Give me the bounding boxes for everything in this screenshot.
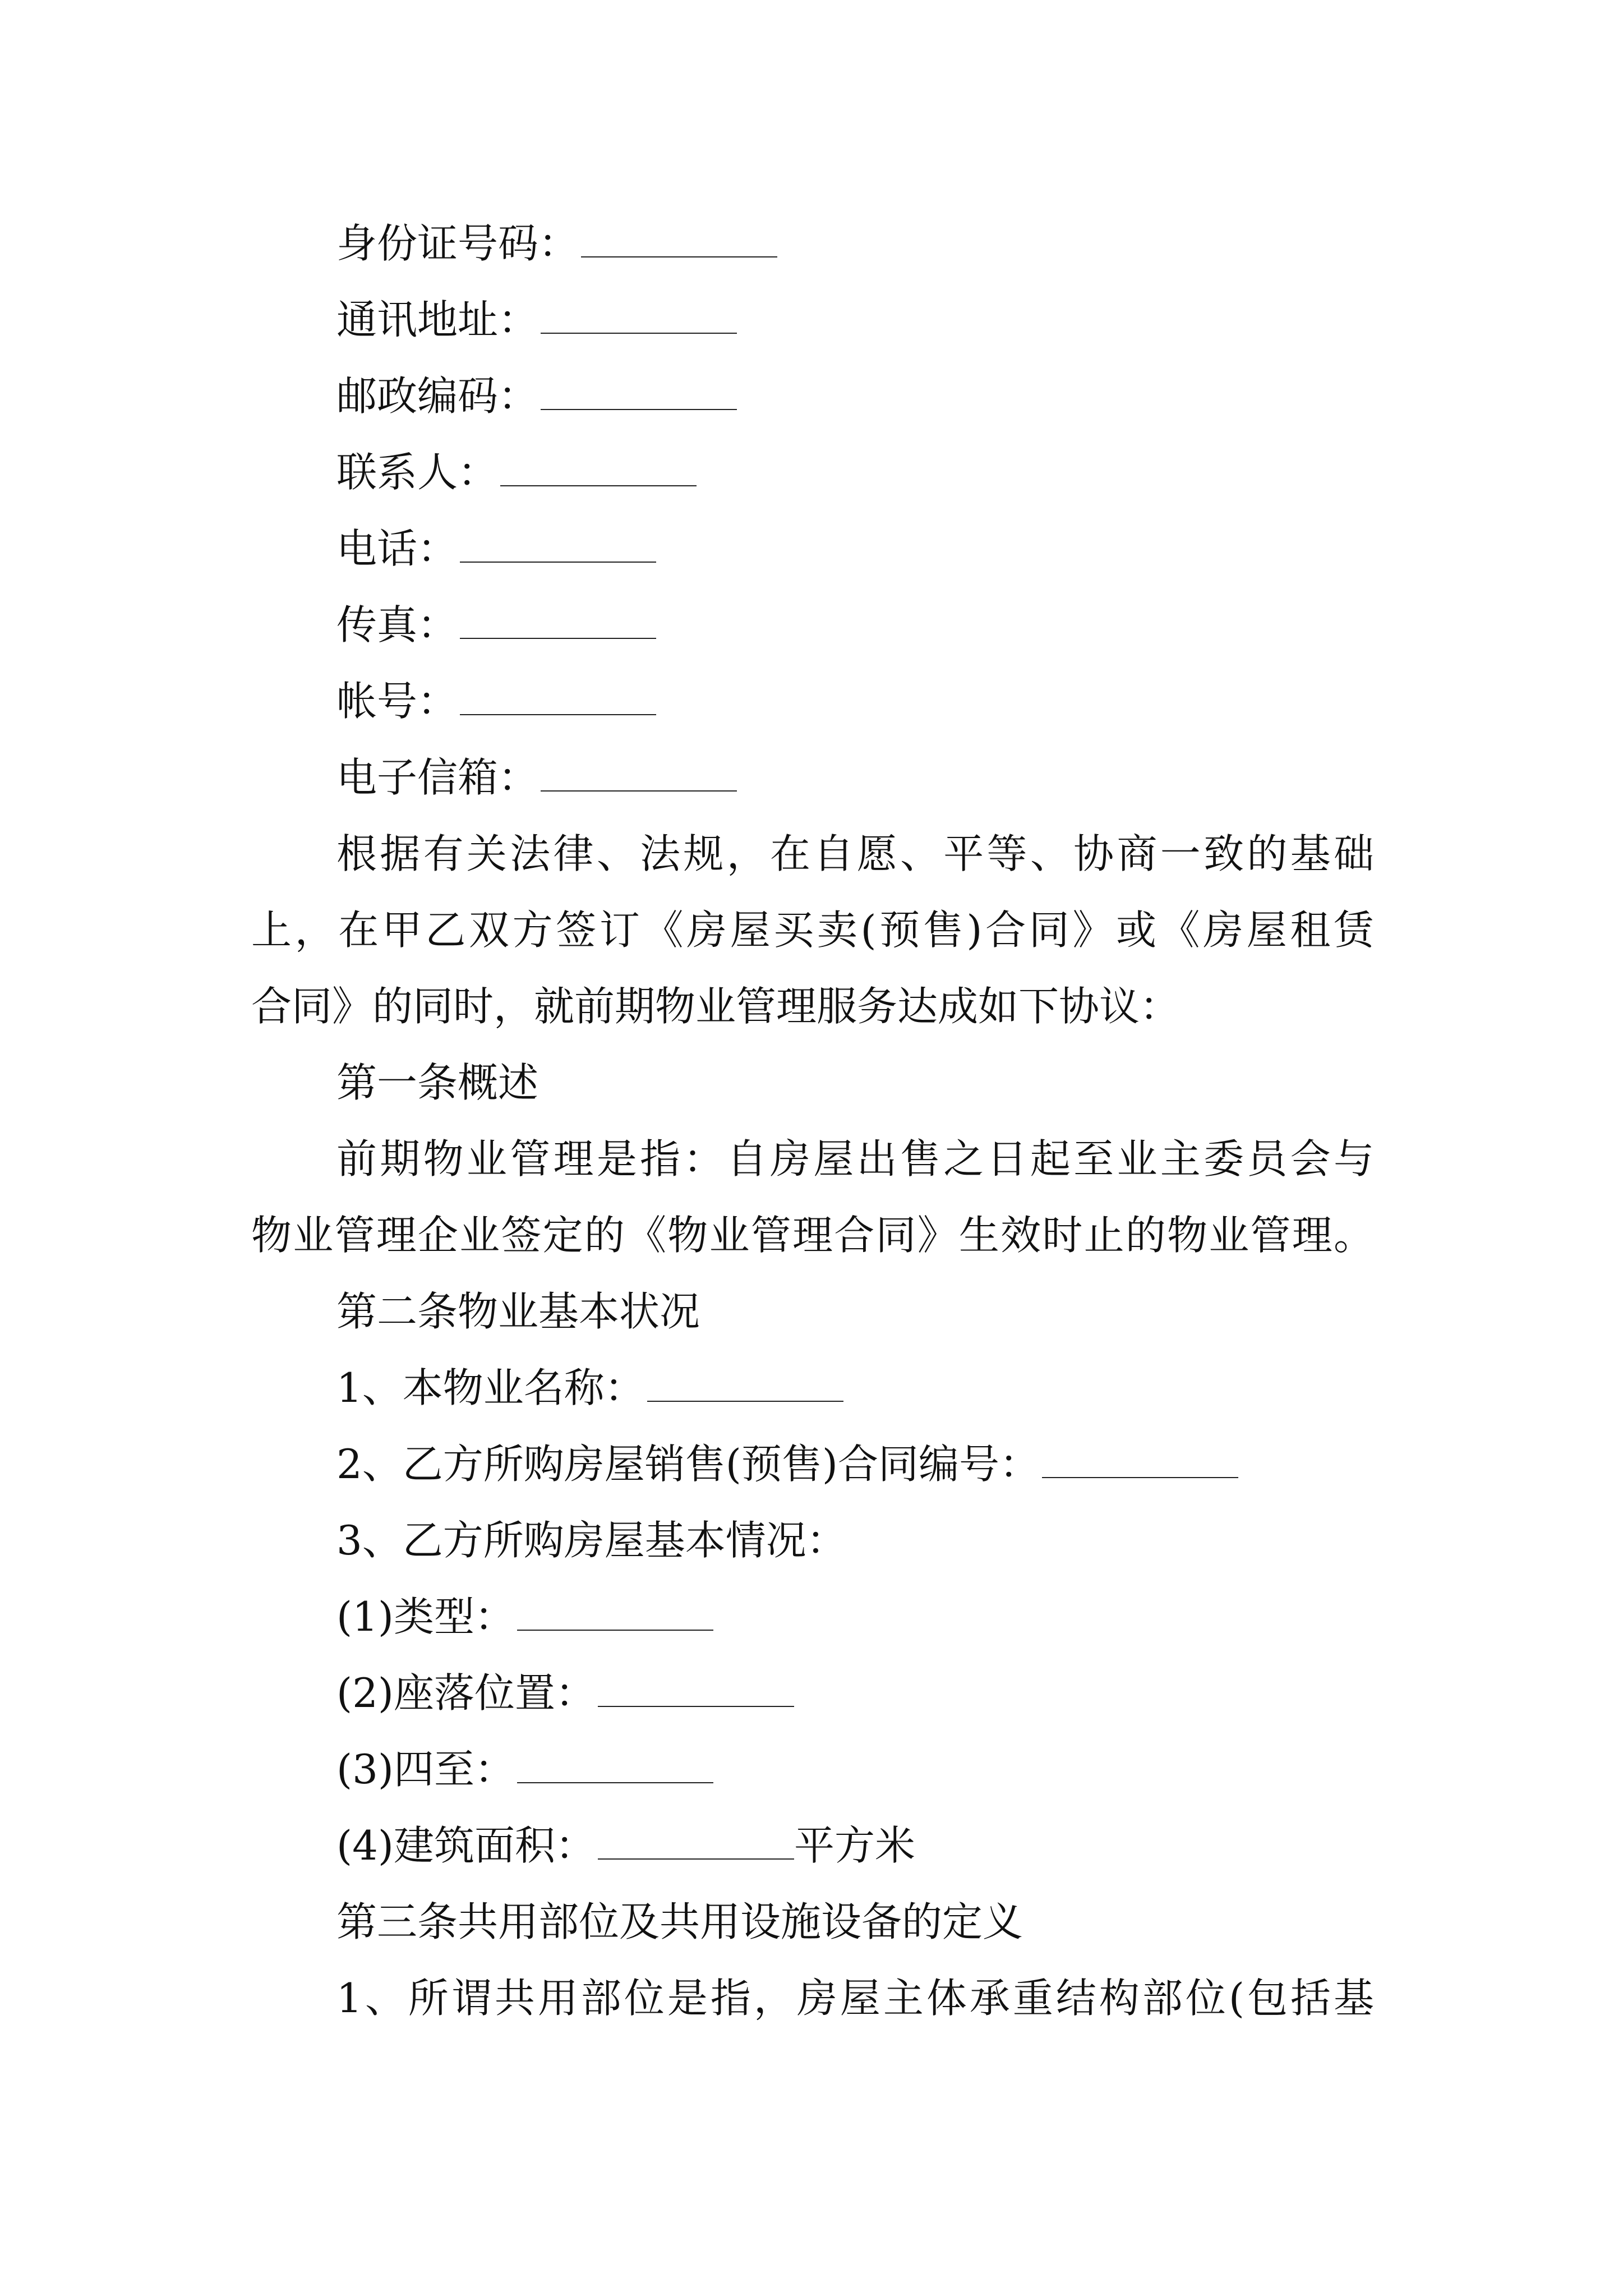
location-field [336, 1669, 794, 1717]
blank-line [581, 256, 777, 257]
intro-paragraph-line [251, 907, 1374, 954]
field-label: 电子信箱： [336, 754, 539, 801]
address-field [336, 296, 737, 343]
field-label: 邮政编码： [336, 372, 539, 420]
blank-line [647, 1401, 843, 1402]
field-label: (1)类型： [336, 1593, 515, 1640]
house-info-item [336, 1517, 847, 1564]
field-label: 传真： [336, 601, 458, 648]
field-label: 身份证号码： [336, 220, 579, 267]
blank-line [541, 333, 737, 334]
intro-paragraph-line [336, 830, 1374, 877]
unit-label: 平方米 [794, 1822, 916, 1869]
field-label: 3、乙方所购房屋基本情况： [336, 1517, 847, 1564]
account-field [336, 678, 656, 725]
field-label: 电话： [336, 525, 458, 572]
article-1-paragraph-line [251, 1212, 1374, 1259]
article-1-paragraph-line [336, 1135, 1374, 1182]
article-3-heading [336, 1898, 1023, 1945]
field-label: 联系人： [336, 449, 499, 496]
paragraph-text: 根据有关法律、法规，在自愿、平等、协商一致的基础 [336, 830, 1374, 877]
field-label: (2)座落位置： [336, 1669, 596, 1717]
blank-line [541, 790, 737, 792]
blank-line [517, 1630, 713, 1631]
paragraph-text: 1、所谓共用部位是指，房屋主体承重结构部位(包括基 [336, 1975, 1374, 2022]
field-label: (3)四至： [336, 1746, 515, 1793]
email-field [336, 754, 737, 801]
field-label: 通讯地址： [336, 296, 539, 343]
article-1-heading [336, 1059, 539, 1106]
postcode-field [336, 372, 737, 420]
blank-line [460, 562, 656, 563]
blank-line [1042, 1477, 1238, 1478]
heading-text: 第三条共用部位及共用设施设备的定义 [336, 1898, 1023, 1945]
heading-text: 第一条概述 [336, 1059, 539, 1106]
fax-field [336, 601, 656, 648]
blank-line [541, 409, 737, 410]
heading-text: 第二条物业基本状况 [336, 1288, 700, 1335]
paragraph-text: 物业管理企业签定的《物业管理合同》生效时止的物业管理。 [251, 1212, 1374, 1259]
field-label: 1、本物业名称： [336, 1364, 645, 1411]
paragraph-text: 合同》的同时，就前期物业管理服务达成如下协议： [251, 983, 1181, 1030]
blank-line [460, 714, 656, 715]
contact-person-field [336, 449, 697, 496]
blank-line [517, 1782, 713, 1783]
field-label: 2、乙方所购房屋销售(预售)合同编号： [336, 1441, 1040, 1488]
blank-line [598, 1858, 794, 1860]
property-name-field [336, 1364, 843, 1411]
floor-area-field [336, 1822, 916, 1869]
phone-field [336, 525, 656, 572]
intro-paragraph-line [251, 983, 1181, 1030]
paragraph-text: 前期物业管理是指：自房屋出售之日起至业主委员会与 [336, 1135, 1374, 1182]
field-label: (4)建筑面积： [336, 1822, 596, 1869]
house-type-field [336, 1593, 713, 1640]
contract-number-field [336, 1441, 1238, 1488]
blank-line [460, 638, 656, 639]
blank-line [598, 1706, 794, 1707]
boundaries-field [336, 1746, 713, 1793]
article-2-heading [336, 1288, 700, 1335]
article-3-paragraph-line [336, 1975, 1374, 2022]
blank-line [500, 485, 697, 486]
paragraph-text: 上，在甲乙双方签订《房屋买卖(预售)合同》或《房屋租赁 [251, 907, 1374, 954]
field-label: 帐号： [336, 678, 458, 725]
id-number-field [336, 220, 777, 267]
